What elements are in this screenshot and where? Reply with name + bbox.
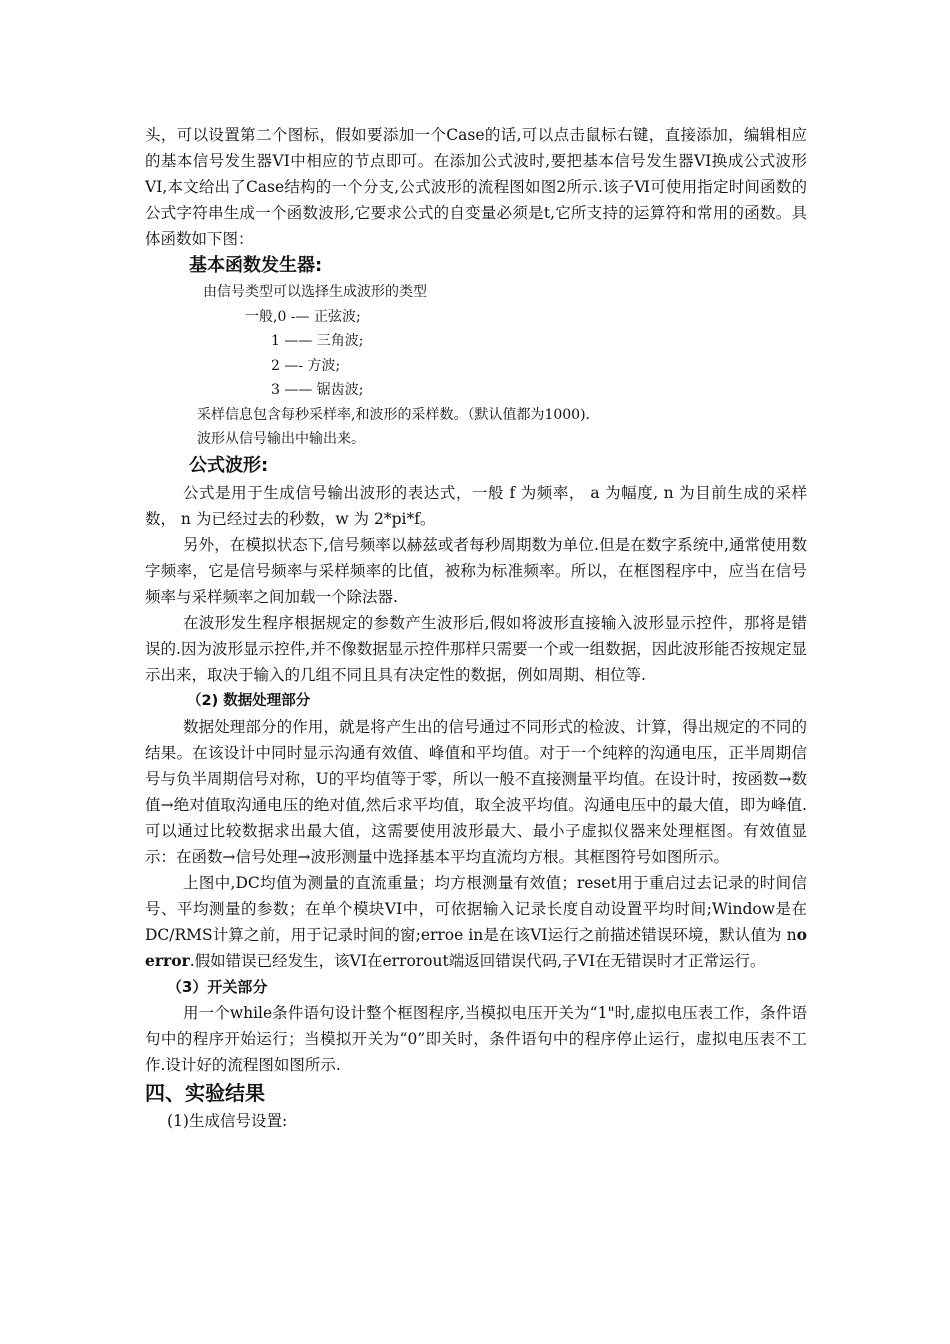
basic-line-5: 3 —— 锯齿波; xyxy=(271,382,364,398)
frequency-paragraph: 另外，在模拟状态下,信号频率以赫兹或者每秒周期数为单位.但是在数字系统中,通常使用数字频率，它是信号频率与采样频率的比值，被称为标准频率。所以，在框图程序中，应当在信号频率与采样频率之间加载一个除法器. xyxy=(145,535,807,606)
basic-line-2: 一般,0 -— 正弦波; xyxy=(245,308,361,325)
basic-line-7: 波形从信号输出中输出来。 xyxy=(197,431,365,447)
no-error-bold: o error xyxy=(145,924,807,970)
formula-paragraph: 公式是用于生成信号输出波形的表达式，一般 f 为频率， a 为幅度, n 为目前生成的采样数， n 为已经过去的秒数，w 为 2*pi*f。 xyxy=(145,483,807,528)
switch-heading: （3）开关部分 xyxy=(167,977,268,996)
basic-line-6: 采样信息包含每秒采样率,和波形的采样数。（默认值都为1000). xyxy=(197,406,590,423)
results-item-1: (1)生成信号设置: xyxy=(167,1111,288,1130)
basic-line-1: 由信号类型可以选择生成波形的类型 xyxy=(203,284,427,300)
dc-rms-text-b: .假如错误已经发生，该VI在errorout端返回错误代码,子VI在无错误时才正常运行。 xyxy=(189,951,766,970)
formula-waveform-heading: 公式波形: xyxy=(189,454,269,476)
intro-paragraph: 头，可以设置第二个图标，假如要添加一个Case的话,可以点击鼠标右键，直接添加，编辑相应的基本信号发生器VI中相应的节点即可。在添加公式波时,要把基本信号发生器VI换成公式波形VI,本文给出了Case结构的一个分支,公式波形的流程图如图2所示.该子Ⅵ可使用指定时间函数的公式字符串生成一个函数波形,它要求公式的自变量必须是t,它所支持的运算符和常用的函数。具体函数如下图： xyxy=(145,126,807,248)
document-page xyxy=(145,122,807,1134)
basic-line-3: 1 —— 三角波; xyxy=(271,333,364,349)
basic-generator-heading: 基本函数发生器: xyxy=(189,255,323,276)
data-processing-heading: （2) 数据处理部分 xyxy=(187,692,311,709)
data-processing-paragraph: 数据处理部分的作用，就是将产生出的信号通过不同形式的检波、计算，得出规定的不同的结果。在该设计中同时显示沟通有效值、峰值和平均值。对于一个纯粹的沟通电压，正半周期信号与负半周期信号对称，U的平均值等于零，所以一般不直接测量平均值。在设计时，按函数→数值→绝对值取沟通电压的绝对值,然后求平均值，取全波平均值。沟通电压中的最大值，即为峰值.可以通过比较数据求出最大值，这需要使用波形最大、最小子虚拟仪器来处理框图。有效值显示：在函数→信号处理→波形测量中选择基本平均直流均方根。其框图符号如图所示。 xyxy=(145,717,807,866)
switch-paragraph: 用一个while条件语句设计整个框图程序,当模拟电压开关为“1"时,虚拟电压表工作，条件语句中的程序开始运行；当模拟开关为“0”即关时，条件语句中的程序停止运行，虚拟电压表不工作.设计好的流程图如图所示. xyxy=(145,1003,807,1074)
dc-rms-paragraph xyxy=(145,870,807,974)
display-paragraph: 在波形发生程序根据规定的参数产生波形后,假如将波形直接输入波形显示控件，那将是错误的.因为波形显示控件,并不像数据显示控件那样只需要一个或一组数据，因此波形能否按规定显示出来，取决于输入的几组不同且具有决定性的数据，例如周期、相位等. xyxy=(145,613,807,684)
results-heading: 四、实验结果 xyxy=(145,1080,265,1105)
dc-rms-text-a: 上图中,DC均值为测量的直流重量；均方根测量有效值；reset用于重启过去记录的时间信号、平均测量的参数；在单个模块VI中，可依据输入记录长度自动设置平均时间;Window是在DC/RMS计算之前，用于记录时间的窗;erroe in是在该VI运行之前描述错误环境，默认值为 n xyxy=(145,873,807,944)
basic-line-4: 2 —- 方波; xyxy=(271,357,341,374)
